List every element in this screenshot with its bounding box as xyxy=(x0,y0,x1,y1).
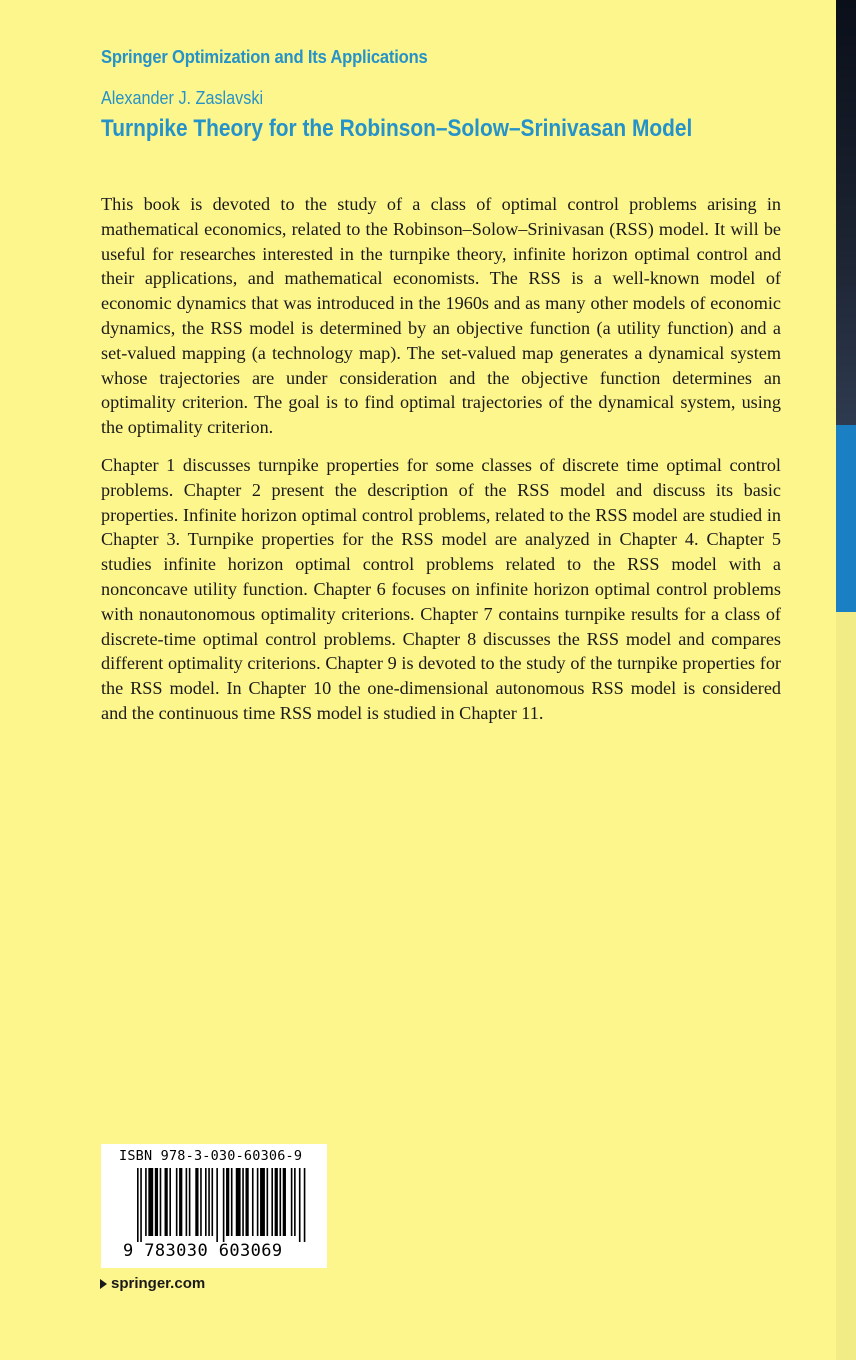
barcode-bar xyxy=(176,1168,178,1236)
barcode-bar xyxy=(165,1168,168,1236)
barcode-bar xyxy=(304,1168,306,1242)
barcode-bar xyxy=(231,1168,233,1236)
barcode-bar xyxy=(208,1168,210,1236)
barcode-bar xyxy=(140,1168,142,1242)
barcode-bar xyxy=(145,1168,147,1236)
book-title: Turnpike Theory for the Robinson–Solow–Srinivasan Model xyxy=(101,115,693,142)
barcode-bar xyxy=(205,1168,207,1236)
barcode-bar xyxy=(169,1168,171,1236)
barcode-bar xyxy=(260,1168,265,1236)
publisher-link[interactable] xyxy=(100,1275,205,1292)
description-paragraph: This book is devoted to the study of a class of optimal control problems arising in mathematical economics, related to the Robinson–Solow–Srinivasan (RSS) model. It will be useful for researches interested in the turnpike theory, infinite horizon optimal control and their applications, and mathematical economists. The RSS is a well-known model of economic dynamics that was introduced in the 1960s and as many other models of economic dynamics, the RSS model is determined by an objective function (a utility function) and a set-valued mapping (a technology map). The set-valued map generates a dynamical system whose trajectories are under consideration and the objective function determines an optimality criterion. The goal is to find optimal trajectories of the dynamical system, using the optimality criterion. xyxy=(101,194,781,438)
author-name: Alexander J. Zaslavski xyxy=(101,88,264,108)
barcode xyxy=(137,1168,307,1242)
arrow-right-icon xyxy=(100,1279,107,1289)
barcode-bar xyxy=(137,1168,139,1242)
barcode-bar xyxy=(189,1168,191,1236)
barcode-bar xyxy=(148,1168,153,1236)
barcode-bar xyxy=(294,1168,296,1236)
barcode-bar xyxy=(226,1168,229,1236)
isbn-barcode-box xyxy=(101,1144,327,1268)
barcode-bar xyxy=(279,1168,281,1236)
barcode-bar xyxy=(275,1168,278,1236)
spine-blue-band xyxy=(836,425,856,612)
barcode-bar xyxy=(186,1168,188,1236)
barcode-bar xyxy=(245,1168,248,1236)
barcode-bar xyxy=(160,1168,162,1236)
barcode-bar xyxy=(216,1168,218,1242)
barcode-bar xyxy=(155,1168,158,1236)
barcode-bar xyxy=(179,1168,182,1236)
barcode-bar xyxy=(299,1168,301,1242)
barcode-bar xyxy=(267,1168,269,1236)
barcode-bar xyxy=(242,1168,244,1236)
barcode-bar xyxy=(195,1168,198,1236)
barcode-bar xyxy=(236,1168,241,1236)
barcode-bar xyxy=(257,1168,259,1236)
publisher-website: springer.com xyxy=(111,1275,206,1292)
barcode-bar xyxy=(271,1168,273,1236)
chapter-summary-paragraph: Chapter 1 discusses turnpike properties for some classes of discrete time optimal control problems. Chapter 2 present the description of the RSS model and discuss its basic properties. Infinite horizon optimal control problems, related to the RSS model are studied in Chapter 3. Turnpike properties for the RSS model are analyzed in Chapter 4. Chapter 5 studies infinite horizon optimal control problems related to the RSS model with a nonconcave utility function. Chapter 6 focuses on infinite horizon optimal control problems with nonautonomous optimality criterions. Chapter 7 contains turnpike results for a class of discrete-time optimal control problems. Chapter 8 discusses the RSS model and compares different optimality criterions. Chapter 9 is devoted to the study of the turnpike properties for the RSS model. In Chapter 10 the one-dimensional autonomous RSS model is considered and the continuous time RSS model is studied in Chapter 11. xyxy=(101,455,781,723)
spine-dark-band xyxy=(836,0,856,425)
barcode-bar xyxy=(252,1168,254,1236)
barcode-bar xyxy=(200,1168,202,1236)
barcode-bar xyxy=(291,1168,293,1236)
series-name: Springer Optimization and Its Applications xyxy=(101,47,428,67)
barcode-bar xyxy=(223,1168,225,1242)
barcode-bar xyxy=(283,1168,286,1236)
barcode-digits: 9 783030 603069 xyxy=(123,1241,283,1261)
barcode-bar xyxy=(211,1168,213,1236)
isbn-label: ISBN 978-3-030-60306-9 xyxy=(119,1148,303,1164)
